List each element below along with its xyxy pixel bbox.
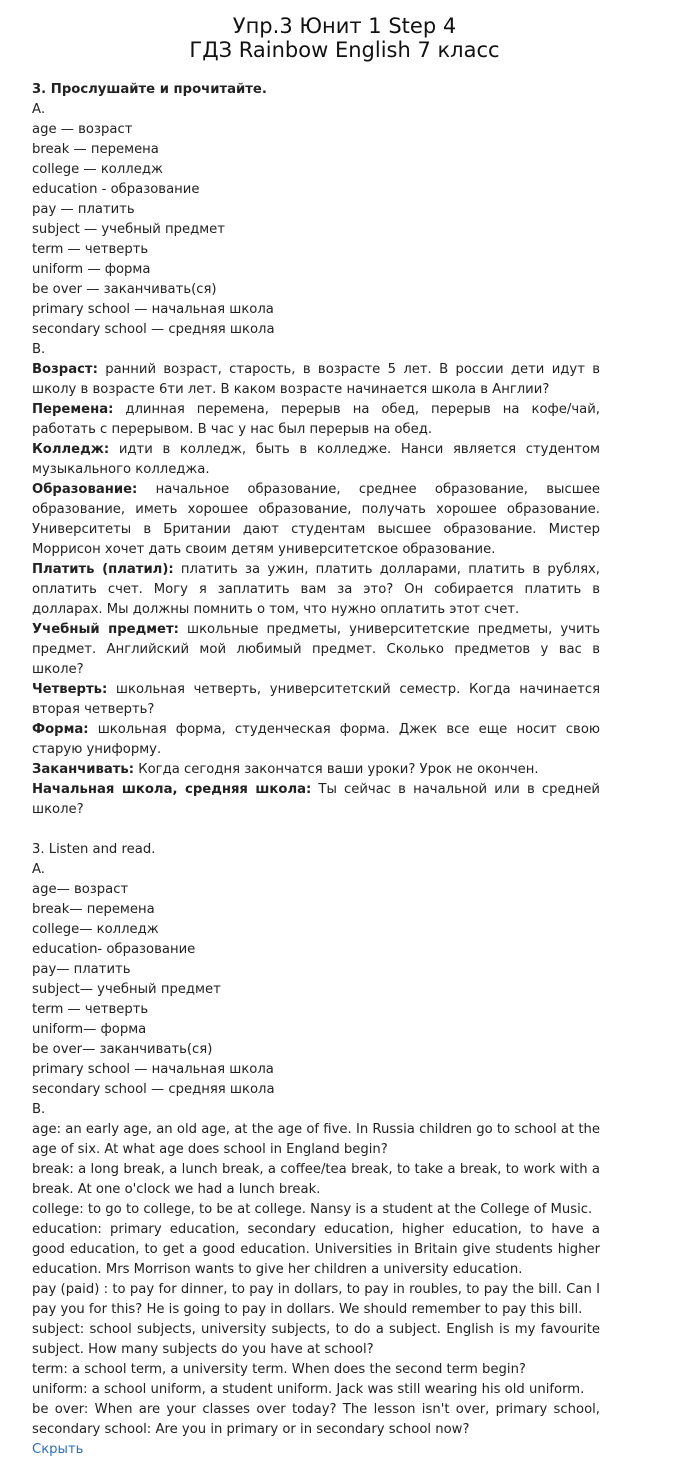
- en-word: uniform— форма: [32, 1022, 147, 1037]
- ru-word: age — возраст: [32, 122, 133, 137]
- ru-paragraph: [32, 780, 600, 820]
- page-title-line2: ГДЗ Rainbow English 7 класс: [189, 38, 500, 62]
- ru-word: break — перемена: [32, 142, 159, 157]
- ru-definition: Когда сегодня закончатся ваши уроки? Урок не окончен.: [134, 762, 539, 777]
- ru-definition: начальное образование, среднее образование, высшее образование, иметь хорошее образование, получать хорошее образование. Университеты в Британии дают студентам высшее образование. Мистер Моррисон хочет дать своим детям университетское образование.: [32, 482, 600, 557]
- ru-section-a-label: А.: [32, 102, 46, 117]
- en-paragraph: break: a long break, a lunch break, a coffee/tea break, to take a break, to work with a break. At one o'clock we had a lunch break.: [32, 1162, 600, 1197]
- ru-word: pay — платить: [32, 202, 135, 217]
- en-word: education- образование: [32, 942, 196, 957]
- ru-term: Четверть:: [32, 682, 108, 697]
- ru-definition: школьная форма, студенческая форма. Джек все еще носит свою старую униформу.: [32, 722, 600, 757]
- en-word: age— возраст: [32, 882, 129, 897]
- ru-term: Возраст:: [32, 362, 98, 377]
- ru-term: Заканчивать:: [32, 762, 135, 777]
- en-word: subject— учебный предмет: [32, 982, 221, 997]
- ru-term: Начальная школа, средняя школа:: [32, 782, 312, 797]
- ru-word: secondary school — средняя школа: [32, 322, 275, 337]
- ru-paragraph: [32, 680, 600, 720]
- ru-section-b-label: В.: [32, 342, 46, 357]
- ru-term: Учебный предмет:: [32, 622, 179, 637]
- ru-term: Платить (платил):: [32, 562, 174, 577]
- ru-word: term — четверть: [32, 242, 149, 257]
- en-word: pay— платить: [32, 962, 131, 977]
- en-paragraph: subject: school subjects, university subjects, to do a subject. English is my favourite subject. How many subjects do you have at school?: [32, 1322, 600, 1357]
- answer-content: [32, 80, 600, 1460]
- ru-term: Форма:: [32, 722, 89, 737]
- ru-paragraph: [32, 440, 600, 480]
- ru-definition: платить за ужин, платить долларами, платить в рублях, оплатить счет. Могу я заплатить вам за это? Он собирается платить в долларах. Мы должны помнить о том, что нужно оплатить этот счет.: [32, 562, 601, 617]
- ru-definition: Ты сейчас в начальной или в средней школе?: [32, 782, 601, 817]
- en-paragraph: age: an early age, an old age, at the age of five. In Russia children go to school at the age of six. At what age does school in England begin?: [32, 1122, 600, 1157]
- ru-definition: школьная четверть, университетский семестр. Когда начинается вторая четверть?: [32, 682, 600, 717]
- ru-term: Образование:: [32, 482, 138, 497]
- ru-definition: идти в колледж, быть в колледже. Нанси является студентом музыкального колледжа.: [32, 442, 600, 477]
- en-heading: 3. Listen and read.: [32, 842, 156, 857]
- ru-paragraph: [32, 400, 600, 440]
- ru-word: uniform — форма: [32, 262, 151, 277]
- ru-paragraph: [32, 560, 600, 620]
- en-section-a-label: A.: [32, 862, 45, 877]
- en-word: college— колледж: [32, 922, 159, 937]
- en-word: be over— заканчивать(ся): [32, 1042, 213, 1057]
- en-word: break— перемена: [32, 902, 155, 917]
- ru-paragraph: [32, 620, 600, 680]
- ru-heading: 3. Прослушайте и прочитайте.: [32, 82, 267, 97]
- ru-definition: ранний возраст, старость, в возрасте 5 лет. В россии дети идут в школу в возрасте 6ти лет. В каком возрасте начинается школа в Англии?: [32, 362, 600, 397]
- ru-word: subject — учебный предмет: [32, 222, 225, 237]
- en-paragraph: uniform: a school uniform, a student uniform. Jack was still wearing his old uniform.: [32, 1382, 585, 1397]
- hide-link[interactable]: Скрыть: [32, 1442, 84, 1457]
- ru-definition: школьные предметы, университетские предметы, учить предмет. Английский мой любимый предмет. Сколько предметов у вас в школе?: [32, 622, 600, 677]
- section-spacer: [32, 820, 600, 840]
- ru-paragraph: [32, 360, 600, 400]
- ru-word: college — колледж: [32, 162, 163, 177]
- page-title-line1: Упр.3 Юнит 1 Step 4: [232, 14, 457, 38]
- ru-word: be over — заканчивать(ся): [32, 282, 217, 297]
- ru-paragraph: [32, 480, 600, 560]
- en-section-b-label: B.: [32, 1102, 46, 1117]
- ru-paragraph: [32, 720, 600, 760]
- ru-word: primary school — начальная школа: [32, 302, 274, 317]
- en-paragraph: education: primary education, secondary education, higher education, to have a good education, to get a good education. Universities in Britain give students higher education. Mrs Morrison wants to give her children a university education.: [32, 1222, 600, 1277]
- ru-paragraph: [32, 760, 600, 780]
- ru-definition: длинная перемена, перерыв на обед, перерыв на кофе/чай, работать с перерывом. В час у нас был перерыв на обед.: [32, 402, 600, 437]
- en-paragraph: term: a school term, a university term. When does the second term begin?: [32, 1362, 526, 1377]
- ru-word: education - образование: [32, 182, 200, 197]
- en-paragraph: college: to go to college, to be at college. Nansy is a student at the College of Music.: [32, 1202, 593, 1217]
- en-paragraph: pay (paid) : to pay for dinner, to pay in dollars, to pay in roubles, to pay the bill. Can I pay you for this? He is going to pay in dollars. We should remember to pay this bill.: [32, 1282, 600, 1317]
- en-word: term — четверть: [32, 1002, 149, 1017]
- en-paragraph: be over: When are your classes over today? The lesson isn't over, primary school, secondary school: Are you in primary or in secondary school now?: [32, 1402, 600, 1437]
- ru-term: Перемена:: [32, 402, 114, 417]
- en-word: secondary school — средняя школа: [32, 1082, 275, 1097]
- ru-term: Колледж:: [32, 442, 110, 457]
- en-word: primary school — начальная школа: [32, 1062, 274, 1077]
